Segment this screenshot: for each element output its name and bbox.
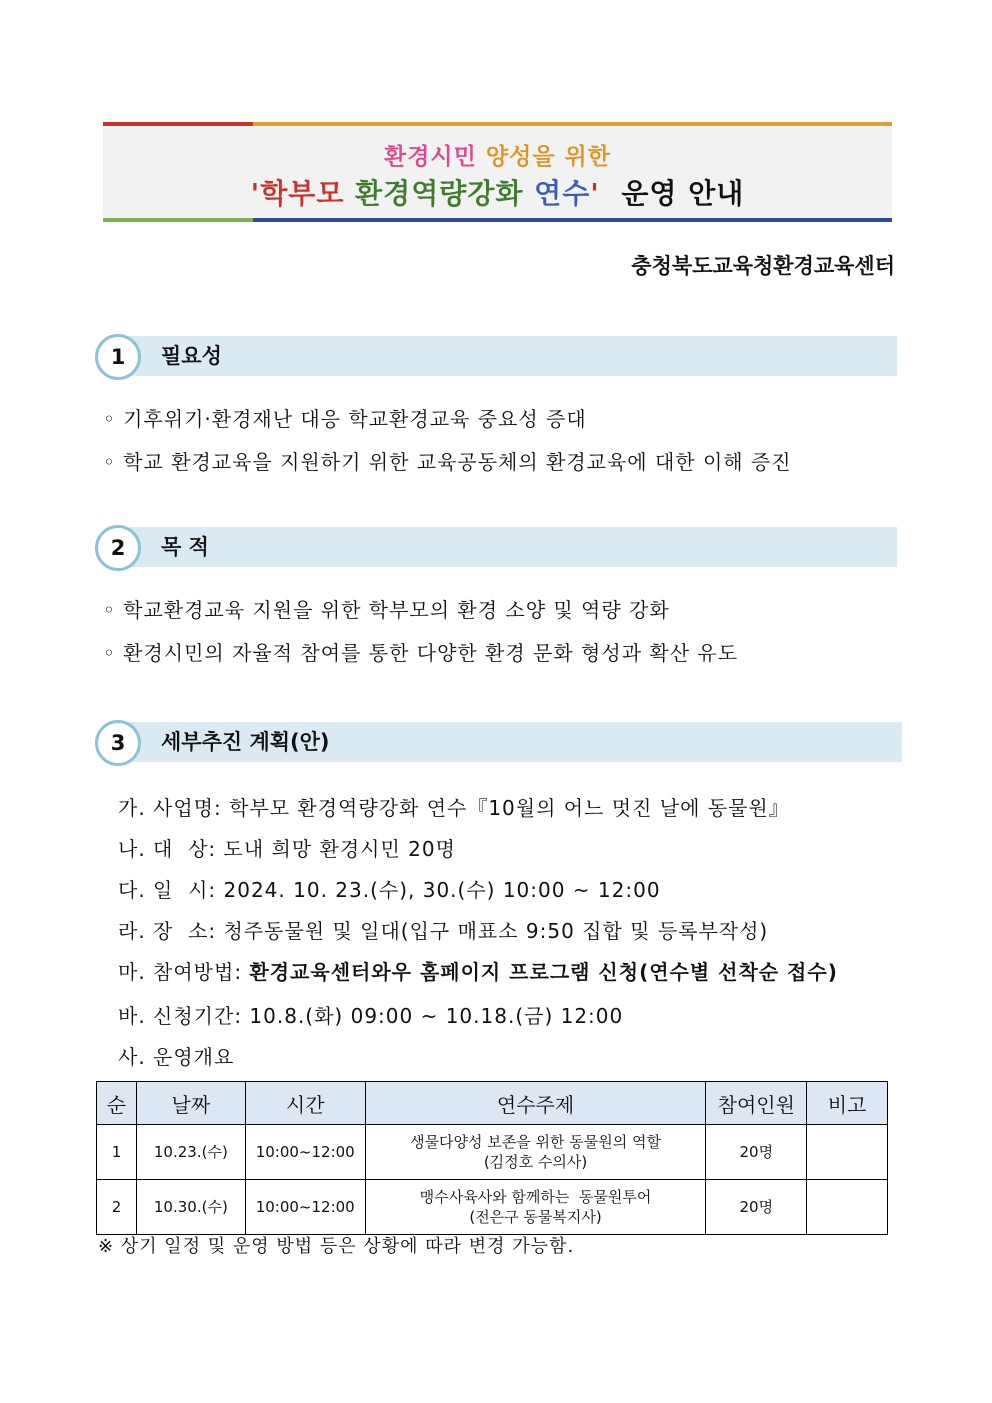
title-line2-part: 운영 안내 xyxy=(599,177,745,210)
plan-item-overview xyxy=(118,1041,234,1070)
plan-item-label: 사. 운영개요 xyxy=(118,1045,235,1069)
plan-item-name xyxy=(118,792,790,821)
plan-item-value: 도내 희망 환경시민 20명 xyxy=(223,837,456,861)
bullet-item: ◦ 기후위기·환경재난 대응 학교환경교육 중요성 증대 xyxy=(103,407,587,431)
title-line1 xyxy=(103,138,892,171)
section-header-3 xyxy=(95,720,902,766)
table-header: 참여인원 xyxy=(706,1082,807,1125)
plan-item-label: 바. 신청기간: xyxy=(118,1004,250,1028)
table-header: 날짜 xyxy=(136,1082,245,1125)
table-row xyxy=(97,1180,888,1235)
plan-item-label: 다. 일 시: xyxy=(118,878,224,902)
title-banner xyxy=(103,122,892,222)
bullet-item: ◦ 학교 환경교육을 지원하기 위한 교육공동체의 환경교육에 대한 이해 증진 xyxy=(103,450,792,474)
table-header: 비고 xyxy=(807,1082,888,1125)
topic-title: 생물다양성 보존을 위한 동물원의 역할 xyxy=(410,1133,661,1151)
table-cell-time: 10:00~12:00 xyxy=(245,1180,365,1235)
bullet-item: ◦ 환경시민의 자율적 참여를 통한 다양한 환경 문화 형성과 확산 유도 xyxy=(103,641,739,665)
section-title: 필요성 xyxy=(161,344,222,368)
footnote: ※ 상기 일정 및 운영 방법 등은 상황에 따라 변경 가능함. xyxy=(98,1236,575,1257)
plan-item-value: 환경교육센터와우 홈페이지 프로그램 신청(연수별 선착순 접수) xyxy=(249,960,838,984)
table-cell-date: 10.30.(수) xyxy=(136,1180,245,1235)
plan-item-period xyxy=(118,1000,623,1029)
title-line2-part: 연수 xyxy=(523,177,591,210)
table-cell-count: 20명 xyxy=(706,1180,807,1235)
section-header-1 xyxy=(95,334,897,380)
table-cell-note xyxy=(807,1180,888,1235)
topic-title: 맹수사육사와 함께하는 동물원투어 xyxy=(419,1188,652,1206)
plan-item-value: 10.8.(화) 09:00 ~ 10.18.(금) 12:00 xyxy=(249,1004,624,1028)
table-cell-count: 20명 xyxy=(706,1125,807,1180)
plan-item-place xyxy=(118,915,768,944)
title-line2-part: 환경역량강화 xyxy=(344,177,524,210)
plan-item-value: 청주동물원 및 일대(입구 매표소 9:50 집합 및 등록부작성) xyxy=(223,919,769,943)
title-bar-bottom-blue xyxy=(253,218,892,222)
table-cell-topic xyxy=(365,1180,706,1235)
title-bar-top-gold xyxy=(253,122,892,126)
table-row xyxy=(97,1125,888,1180)
topic-instructor: (전은구 동물복지사) xyxy=(469,1208,602,1226)
title-bar-bottom-green xyxy=(103,218,253,222)
topic-instructor: (김정호 수의사) xyxy=(483,1153,588,1171)
plan-item-datetime xyxy=(118,874,661,903)
organization-name: 충청북도교육청환경교육센터 xyxy=(631,254,895,278)
title-line2-part: ' xyxy=(590,177,600,210)
section-title: 세부추진 계획(안) xyxy=(161,730,330,754)
title-bar-top-red xyxy=(103,122,253,126)
plan-item-value: 2024. 10. 23.(수), 30.(수) 10:00 ~ 12:00 xyxy=(223,878,661,902)
plan-item-label: 라. 장 소: xyxy=(118,919,224,943)
plan-item-label: 나. 대 상: xyxy=(118,837,224,861)
schedule-table xyxy=(96,1081,888,1235)
table-header: 시간 xyxy=(245,1082,365,1125)
table-cell-time: 10:00~12:00 xyxy=(245,1125,365,1180)
title-line2 xyxy=(103,172,892,212)
title-line1-part: 환경시민 xyxy=(384,144,477,170)
table-cell-topic xyxy=(365,1125,706,1180)
bullet-item: ◦ 학교환경교육 지원을 위한 학부모의 환경 소양 및 역량 강화 xyxy=(103,598,670,622)
plan-item-label: 가. 사업명: xyxy=(118,796,230,820)
plan-item-method xyxy=(118,956,838,985)
title-line2-part: '학부모 xyxy=(250,177,345,210)
section-number-badge: 2 xyxy=(95,525,141,571)
plan-item-target xyxy=(118,833,456,862)
section-header-2 xyxy=(95,525,897,571)
section-header-bar xyxy=(115,527,897,567)
table-cell-date: 10.23.(수) xyxy=(136,1125,245,1180)
section-number-badge: 1 xyxy=(95,334,141,380)
plan-item-value: 학부모 환경역량강화 연수『10월의 어느 멋진 날에 동물원』 xyxy=(229,796,790,820)
section-title: 목 적 xyxy=(161,535,209,559)
section-header-bar xyxy=(115,336,897,376)
plan-item-label: 마. 참여방법: xyxy=(118,960,250,984)
section-number-badge: 3 xyxy=(95,720,141,766)
table-header-row xyxy=(97,1082,888,1125)
table-cell-no: 2 xyxy=(97,1180,137,1235)
table-header: 순 xyxy=(97,1082,137,1125)
table-cell-no: 1 xyxy=(97,1125,137,1180)
table-header: 연수주제 xyxy=(365,1082,706,1125)
title-line1-part: 양성을 위한 xyxy=(476,144,611,170)
table-cell-note xyxy=(807,1125,888,1180)
